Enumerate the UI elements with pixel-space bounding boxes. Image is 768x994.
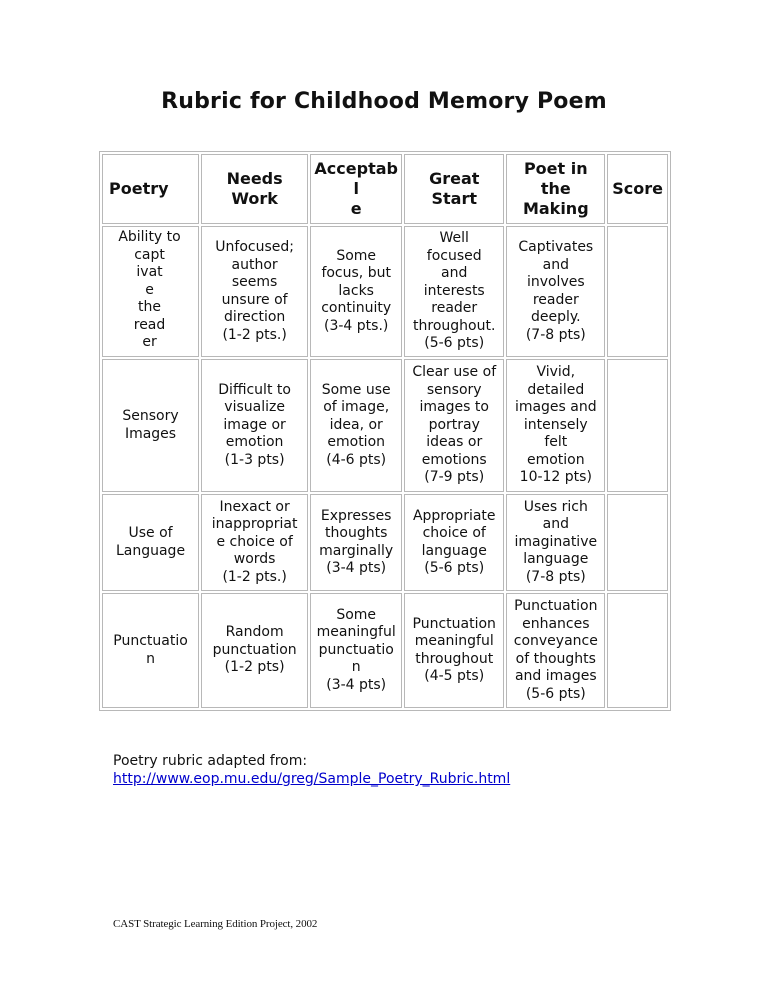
great-start-cell: Well focused and interests reader throughout. (5-6 pts) <box>404 226 504 357</box>
header-score: Score <box>607 154 668 224</box>
page-title: Rubric for Childhood Memory Poem <box>161 89 607 114</box>
adapted-from-text: Poetry rubric adapted from: <box>113 753 308 769</box>
score-cell[interactable] <box>607 593 668 708</box>
acceptable-cell: Expresses thoughts marginally (3-4 pts) <box>310 494 402 591</box>
table-row <box>102 359 668 492</box>
score-cell[interactable] <box>607 494 668 591</box>
poet-in-making-cell: Punctuation enhances conveyance of thoughts and images (5-6 pts) <box>506 593 605 708</box>
rubric-table <box>99 151 671 711</box>
needs-work-cell: Inexact or inappropriat e choice of words (1-2 pts.) <box>201 494 308 591</box>
header-acceptable: Acceptabl e <box>310 154 402 224</box>
acceptable-cell: Some focus, but lacks continuity (3-4 pts.) <box>310 226 402 357</box>
criterion-cell: Punctuatio n <box>102 593 199 708</box>
credit-line: CAST Strategic Learning Edition Project, 2002 <box>113 918 318 930</box>
criterion-cell: Ability to capt ivat e the read er <box>102 226 199 357</box>
score-cell[interactable] <box>607 359 668 492</box>
needs-work-cell: Random punctuation (1-2 pts) <box>201 593 308 708</box>
acceptable-cell: Some use of image, idea, or emotion (4-6 pts) <box>310 359 402 492</box>
criterion-cell: Use of Language <box>102 494 199 591</box>
table-header-row <box>102 154 668 224</box>
source-note <box>113 752 510 788</box>
header-poetry: Poetry <box>102 154 199 224</box>
criterion-cell: Sensory Images <box>102 359 199 492</box>
table-row <box>102 494 668 591</box>
score-cell[interactable] <box>607 226 668 357</box>
table-row <box>102 593 668 708</box>
poet-in-making-cell: Captivates and involves reader deeply. (7-8 pts) <box>506 226 605 357</box>
table-row <box>102 226 668 357</box>
header-poet-in-making: Poet in the Making <box>506 154 605 224</box>
header-great-start: Great Start <box>404 154 504 224</box>
needs-work-cell: Unfocused; author seems unsure of direction (1-2 pts.) <box>201 226 308 357</box>
great-start-cell: Punctuation meaningful throughout (4-5 pts) <box>404 593 504 708</box>
source-link[interactable]: http://www.eop.mu.edu/greg/Sample_Poetry_Rubric.html <box>113 771 511 787</box>
great-start-cell: Clear use of sensory images to portray ideas or emotions (7-9 pts) <box>404 359 504 492</box>
header-needs-work: Needs Work <box>201 154 308 224</box>
great-start-cell: Appropriate choice of language (5-6 pts) <box>404 494 504 591</box>
acceptable-cell: Some meaningful punctuatio n (3-4 pts) <box>310 593 402 708</box>
poet-in-making-cell: Vivid, detailed images and intensely felt emotion 10-12 pts) <box>506 359 605 492</box>
needs-work-cell: Difficult to visualize image or emotion (1-3 pts) <box>201 359 308 492</box>
poet-in-making-cell: Uses rich and imaginative language (7-8 pts) <box>506 494 605 591</box>
